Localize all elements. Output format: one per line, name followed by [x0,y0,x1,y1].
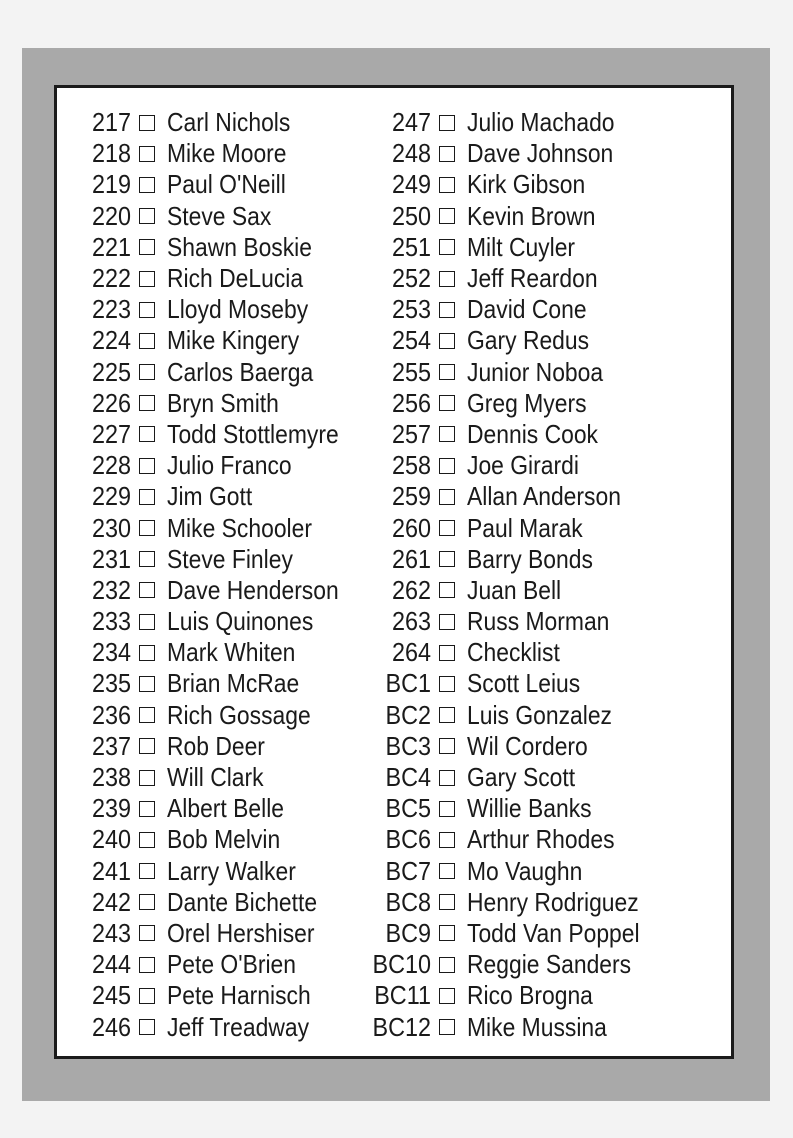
card-number: 220 [91,200,131,231]
checkbox[interactable] [139,957,155,973]
card-number: 248 [391,138,431,169]
checklist-column-right [361,107,663,1043]
player-name: Paul Marak [467,512,583,543]
checkbox[interactable] [139,208,155,224]
card-number: BC6 [385,824,431,855]
player-name: Orel Hershiser [167,917,315,948]
card-number: 230 [91,512,131,543]
checklist-row [361,388,663,419]
card-number: 238 [91,762,131,793]
card-number: 241 [91,855,131,886]
checkbox[interactable] [439,645,455,661]
card-number: BC4 [385,762,431,793]
checklist-row [361,294,663,325]
checklist-row [361,325,663,356]
checklist-row [361,731,663,762]
player-name: Mike Schooler [167,512,312,543]
checkbox[interactable] [139,894,155,910]
checkbox[interactable] [139,925,155,941]
player-name: Albert Belle [167,793,285,824]
checkbox[interactable] [439,146,455,162]
checkbox[interactable] [139,271,155,287]
player-name: Dave Henderson [167,574,339,605]
checkbox[interactable] [139,676,155,692]
player-name: Shawn Boskie [167,231,312,262]
checklist-row [61,325,362,356]
checklist-row [361,169,663,200]
checkbox[interactable] [439,177,455,193]
checklist-row [61,107,362,138]
checkbox[interactable] [139,1019,155,1035]
card-number: 227 [91,418,131,449]
player-name: Dave Johnson [467,138,614,169]
player-name: Todd Van Poppel [467,917,640,948]
checkbox[interactable] [439,582,455,598]
checkbox[interactable] [439,271,455,287]
checklist-row [61,263,362,294]
card-number: 254 [391,325,431,356]
card-number: 259 [391,481,431,512]
checklist-row [61,201,362,232]
checklist-row [361,1011,663,1042]
checkbox[interactable] [439,676,455,692]
checkbox[interactable] [139,801,155,817]
checklist-row [61,980,362,1011]
checkbox[interactable] [139,707,155,723]
checklist-row [361,544,663,575]
player-name: Milt Cuyler [467,231,576,262]
card-number: 229 [91,481,131,512]
player-name: Gary Redus [467,325,590,356]
card-number: 251 [391,231,431,262]
card-number: 246 [91,1011,131,1042]
player-name: Arthur Rhodes [467,824,615,855]
card-number: 255 [391,356,431,387]
player-name: Barry Bonds [467,543,593,574]
player-name: Mike Mussina [467,1011,607,1042]
player-name: Jeff Reardon [467,263,598,294]
player-name: Junior Noboa [467,356,604,387]
card-number: BC12 [372,1011,431,1042]
checklist-row [361,668,663,699]
checklist-row [361,357,663,388]
checklist-row [361,793,663,824]
player-name: Julio Franco [167,450,292,481]
checklist-row [61,232,362,263]
card-number: 234 [91,637,131,668]
checkbox[interactable] [439,1019,455,1035]
checkbox[interactable] [439,395,455,411]
card-number: 244 [91,949,131,980]
card-number: BC7 [385,855,431,886]
card-number: 250 [391,200,431,231]
player-name: Mike Kingery [167,325,300,356]
card-number: 237 [91,730,131,761]
checklist-row [361,762,663,793]
checklist-row [61,575,362,606]
checkbox[interactable] [139,115,155,131]
checklist-row [61,700,362,731]
player-name: Carlos Baerga [167,356,314,387]
card-number: 228 [91,450,131,481]
checkbox[interactable] [139,770,155,786]
checklist-row [361,107,663,138]
checkbox[interactable] [439,239,455,255]
checklist-row [61,949,362,980]
checklist-row [61,762,362,793]
checkbox[interactable] [139,863,155,879]
card-number: BC10 [372,949,431,980]
player-name: Wil Cordero [467,730,588,761]
player-name: Jeff Treadway [167,1011,310,1042]
card-number: BC2 [385,699,431,730]
player-name: Steve Sax [167,200,272,231]
checkbox[interactable] [439,988,455,1004]
checklist-row [361,637,663,668]
checklist-row [361,138,663,169]
card-number: 243 [91,917,131,948]
player-name: Larry Walker [167,855,296,886]
player-name: Pete Harnisch [167,980,311,1011]
card-number: 225 [91,356,131,387]
card-number: 257 [391,418,431,449]
checklist-row [61,918,362,949]
checkbox[interactable] [439,520,455,536]
player-name: Jim Gott [167,481,253,512]
player-name: Rich DeLucia [167,263,304,294]
card-number: 262 [391,574,431,605]
player-name: Dante Bichette [167,886,318,917]
checkbox[interactable] [139,551,155,567]
player-name: Bob Melvin [167,824,281,855]
player-name: Pete O'Brien [167,949,297,980]
player-name: Luis Quinones [167,606,314,637]
player-name: Rich Gossage [167,699,311,730]
checkbox[interactable] [439,925,455,941]
player-name: Joe Girardi [467,450,579,481]
card-number: 221 [91,231,131,262]
card-number: BC8 [385,886,431,917]
checklist-row [61,388,362,419]
player-name: Julio Machado [467,107,615,138]
checklist-row [361,419,663,450]
checkbox[interactable] [139,614,155,630]
checklist-row [361,450,663,481]
checklist-row [61,856,362,887]
card-number: 253 [391,294,431,325]
player-name: Juan Bell [467,574,562,605]
checkbox[interactable] [439,489,455,505]
checkbox[interactable] [139,302,155,318]
checklist-row [61,1011,362,1042]
card-number: 242 [91,886,131,917]
player-name: Luis Gonzalez [467,699,612,730]
card-number: 232 [91,574,131,605]
card-number: 223 [91,294,131,325]
checkbox[interactable] [439,333,455,349]
player-name: Rico Brogna [467,980,593,1011]
card-number: 231 [91,543,131,574]
card-number: 264 [391,637,431,668]
card-number: 245 [91,980,131,1011]
player-name: Dennis Cook [467,418,598,449]
checkbox[interactable] [139,333,155,349]
checklist-row [361,856,663,887]
player-name: Reggie Sanders [467,949,632,980]
checklist-row [61,138,362,169]
card-number: 233 [91,606,131,637]
card-number: BC11 [374,980,431,1011]
card-number: BC9 [385,917,431,948]
card-number: 247 [391,107,431,138]
card-number: 261 [391,543,431,574]
card-number: 226 [91,387,131,418]
checkbox[interactable] [439,458,455,474]
checkbox[interactable] [439,832,455,848]
card-number: 263 [391,606,431,637]
card-number: BC1 [385,668,431,699]
player-name: Mark Whiten [167,637,296,668]
player-name: Lloyd Moseby [167,294,309,325]
card-number: 252 [391,263,431,294]
checkbox[interactable] [439,738,455,754]
checkbox[interactable] [139,426,155,442]
player-name: Mo Vaughn [467,855,583,886]
player-name: Gary Scott [467,762,576,793]
checklist-row [361,700,663,731]
player-name: Bryn Smith [167,387,279,418]
checkbox[interactable] [439,707,455,723]
card-number: 256 [391,387,431,418]
player-name: Kirk Gibson [467,169,586,200]
checklist-row [61,606,362,637]
player-name: Brian McRae [167,668,300,699]
player-name: Kevin Brown [467,200,596,231]
checkbox[interactable] [439,115,455,131]
checkbox[interactable] [139,489,155,505]
checklist-row [61,637,362,668]
checkbox[interactable] [439,801,455,817]
checkbox[interactable] [139,146,155,162]
checklist-row [61,357,362,388]
player-name: Scott Leius [467,668,581,699]
player-name: Paul O'Neill [167,169,286,200]
player-name: Russ Morman [467,606,610,637]
player-name: Checklist [467,637,560,668]
checkbox[interactable] [439,957,455,973]
checklist-row [361,918,663,949]
checkbox[interactable] [439,551,455,567]
checklist-row [61,450,362,481]
checkbox[interactable] [139,364,155,380]
checkbox[interactable] [139,177,155,193]
checklist-row [61,887,362,918]
card-number: 260 [391,512,431,543]
card-number: 235 [91,668,131,699]
checkbox[interactable] [139,988,155,1004]
checklist-row [361,980,663,1011]
card-number: BC3 [385,730,431,761]
checklist-row [61,668,362,699]
checkbox[interactable] [439,863,455,879]
checklist-row [61,544,362,575]
checklist-panel [54,85,734,1059]
card-number: 240 [91,824,131,855]
player-name: Steve Finley [167,543,293,574]
checklist-row [61,294,362,325]
checklist-row [61,419,362,450]
card-number: 222 [91,263,131,294]
checklist-row [61,512,362,543]
card-number: 249 [391,169,431,200]
player-name: Mike Moore [167,138,287,169]
player-name: Willie Banks [467,793,592,824]
checklist-row [61,169,362,200]
checklist-row [361,263,663,294]
checklist-row [61,481,362,512]
checkbox[interactable] [439,364,455,380]
checklist-row [361,887,663,918]
checklist-row [61,793,362,824]
card-number: 224 [91,325,131,356]
checkbox[interactable] [439,770,455,786]
checklist-row [361,232,663,263]
checkbox[interactable] [139,520,155,536]
card-number: 239 [91,793,131,824]
checkbox[interactable] [139,645,155,661]
checklist-row [361,512,663,543]
checklist-column-left [61,107,362,1043]
card-number: 217 [91,107,131,138]
card-number: 219 [91,169,131,200]
checklist-row [361,949,663,980]
card-number: 236 [91,699,131,730]
player-name: Greg Myers [467,387,587,418]
checkbox[interactable] [139,239,155,255]
checkbox[interactable] [439,302,455,318]
player-name: Henry Rodriguez [467,886,639,917]
checklist-row [61,731,362,762]
player-name: Carl Nichols [167,107,291,138]
checkbox[interactable] [139,458,155,474]
checkbox[interactable] [139,582,155,598]
checkbox[interactable] [139,738,155,754]
checklist-card [22,48,770,1101]
player-name: David Cone [467,294,587,325]
checkbox[interactable] [439,614,455,630]
checkbox[interactable] [439,426,455,442]
card-number: BC5 [385,793,431,824]
checklist-row [361,824,663,855]
card-number: 258 [391,450,431,481]
checkbox[interactable] [439,208,455,224]
checklist-row [61,824,362,855]
checklist-row [361,606,663,637]
card-number: 218 [91,138,131,169]
checkbox[interactable] [139,832,155,848]
checklist-row [361,575,663,606]
player-name: Allan Anderson [467,481,621,512]
checklist-row [361,201,663,232]
checkbox[interactable] [439,894,455,910]
player-name: Will Clark [167,762,264,793]
player-name: Todd Stottlemyre [167,418,339,449]
checkbox[interactable] [139,395,155,411]
player-name: Rob Deer [167,730,265,761]
checklist-row [361,481,663,512]
